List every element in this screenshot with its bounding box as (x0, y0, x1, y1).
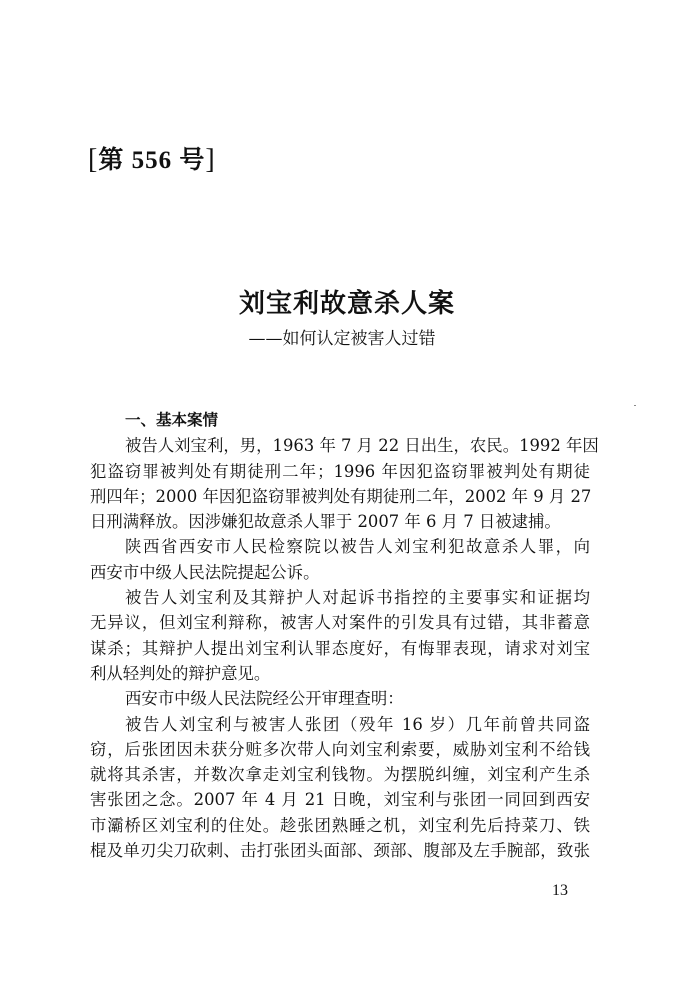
text-line: 日刑满释放。因涉嫌犯故意杀人罪于 2007 年 6 月 7 日被逮捕。 (90, 512, 561, 532)
text-line: 棍及单刃尖刀砍刺、击打张团头面部、颈部、腹部及左手腕部，致张 (90, 841, 590, 861)
text-line: 西安市中级人民法院经公开审理查明： (125, 689, 404, 709)
case-title: 刘宝利故意杀人案 (238, 289, 455, 319)
case-subtitle: ——如何认定被害人过错 (248, 329, 436, 349)
case-number (88, 140, 216, 176)
text-line: 市灞桥区刘宝利的住处。趁张团熟睡之机，刘宝利先后持菜刀、铁 (90, 815, 590, 835)
case-number-label: 第 556 号 (98, 147, 206, 174)
text-line: 西安市中级人民法院提起公诉。 (90, 562, 320, 582)
case-number-close-bracket: ] (205, 144, 216, 175)
text-line: 被告人刘宝利与被害人张团（殁年 16 岁）几年前曾共同盗 (125, 714, 590, 734)
text-line: 窃，后张团因未获分赃多次带人向刘宝利索要，威胁刘宝利不给钱 (90, 739, 590, 759)
text-line: 陕西省西安市人民检察院以被告人刘宝利犯故意杀人罪，向 (125, 537, 590, 557)
text-line: 就将其杀害，并数次拿走刘宝利钱物。为摆脱纠缠，刘宝利产生杀 (90, 765, 590, 785)
case-number-open-bracket: [ (88, 144, 99, 175)
text-line: 谋杀；其辩护人提出刘宝利认罪态度好，有悔罪表现，请求对刘宝 (90, 638, 590, 658)
text-line: 无异议，但刘宝利辩称，被害人对案件的引发具有过错，其非蓄意 (90, 613, 590, 633)
section-heading: 一、基本案情 (125, 411, 219, 429)
text-line: 犯盗窃罪被判处有期徒刑二年；1996 年因犯盗窃罪被判处有期徒 (90, 461, 590, 481)
scan-speck (634, 405, 636, 406)
text-line: 被告人刘宝利，男，1963 年 7 月 22 日出生，农民。1992 年因 (125, 436, 599, 456)
text-line: 刑四年；2000 年因犯盗窃罪被判处有期徒刑二年，2002 年 9 月 27 (90, 486, 592, 506)
page-number: 13 (552, 882, 568, 899)
text-line: 害张团之念。2007 年 4 月 21 日晚，刘宝利与张团一同回到西安 (90, 790, 590, 810)
body-text (90, 408, 599, 863)
text-line: 被告人刘宝利及其辩护人对起诉书指控的主要事实和证据均 (125, 588, 590, 608)
text-line: 利从轻判处的辩护意见。 (90, 663, 271, 683)
